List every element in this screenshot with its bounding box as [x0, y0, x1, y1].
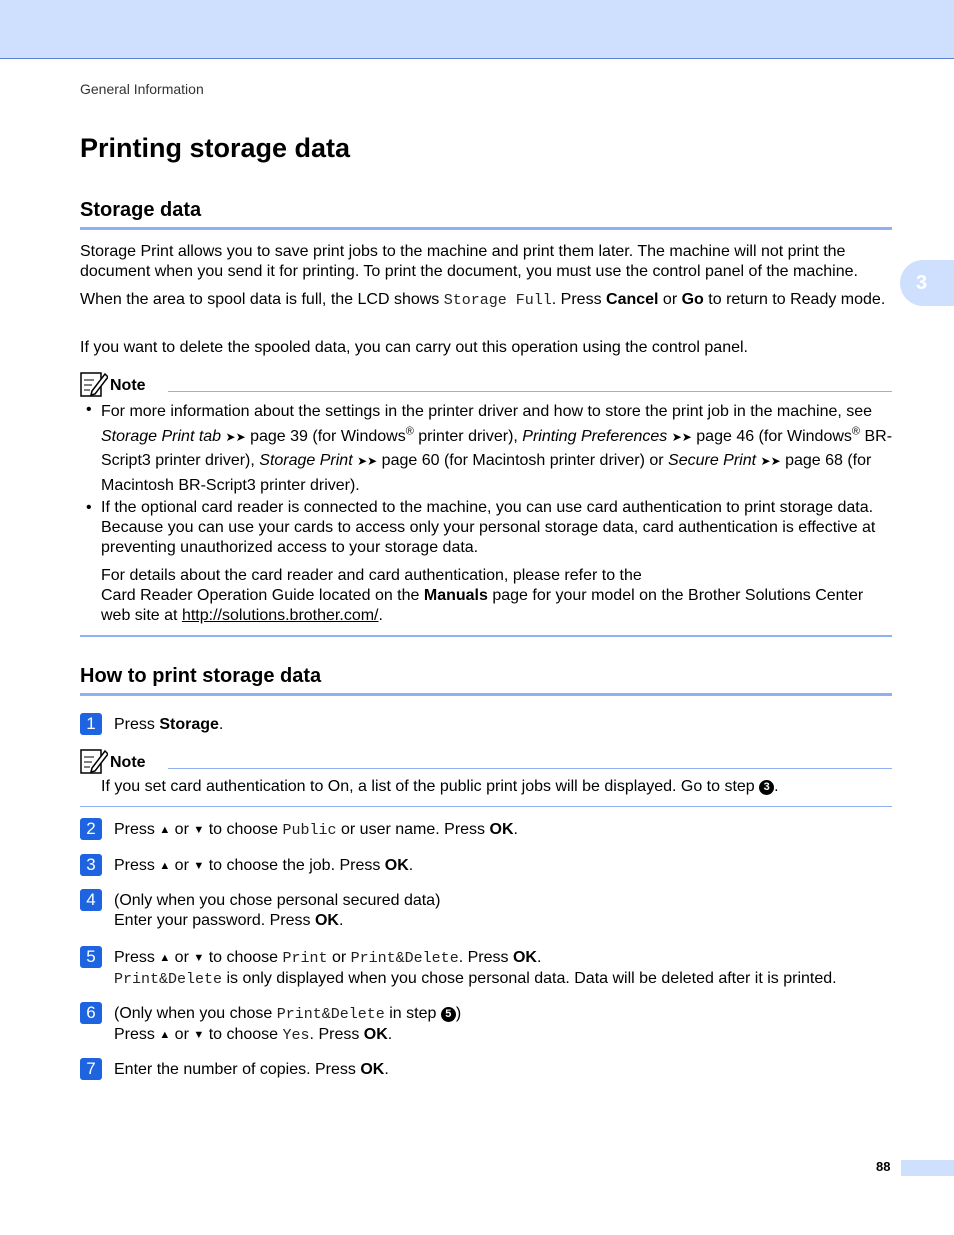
- note-rule: [168, 768, 892, 769]
- lcd-message: Storage Full: [443, 292, 552, 309]
- note-end-rule: [80, 806, 892, 807]
- down-arrow-icon: ▼: [193, 860, 205, 872]
- double-arrow-icon: ➤➤: [760, 454, 781, 468]
- paragraph-delete: If you want to delete the spooled data, you can carry out this operation using the control panel.: [80, 339, 748, 356]
- up-arrow-icon: ▲: [159, 824, 171, 836]
- step-number-4: 4: [80, 889, 102, 911]
- paragraph-spool-full: When the area to spool data is full, the LCD shows Storage Full. Press Cancel or Go to return to Ready mode.: [80, 291, 886, 309]
- down-arrow-icon: ▼: [193, 952, 205, 964]
- cancel-key: Cancel: [606, 291, 659, 308]
- header-band: [0, 0, 954, 59]
- step-1-text: Press Storage.: [114, 716, 224, 733]
- step-7-text: Enter the number of copies. Press OK.: [114, 1061, 389, 1078]
- page-title: Printing storage data: [80, 133, 351, 163]
- step-number-5: 5: [80, 946, 102, 968]
- page-number-bar: [901, 1160, 954, 1176]
- down-arrow-icon: ▼: [193, 824, 205, 836]
- note-end-rule: [80, 635, 892, 637]
- note-rule: [168, 391, 892, 392]
- note-header: [80, 370, 892, 398]
- step-number-2: 2: [80, 818, 102, 840]
- note-bullet-driver-settings: For more information about the settings in the printer driver and how to store the print job in the machine, see Storage Print tab ➤➤ page 39 (for Windows® printer driver), Printing Preferences ➤➤ page 46 (for Windows® BR-Script3 printer driver), Storage Print ➤➤ page 60 (for Macintosh printer driver) or Secure Print ➤➤ page 68 (for Macintosh BR-Script3 printer driver).: [101, 403, 893, 494]
- note-card-reader-details: For details about the card reader and card authentication, please refer to the Card Reader Operation Guide located on the Manuals page for your model on the Brother Solutions Center web site at http://solutions.brother.com/.: [101, 567, 864, 624]
- section-heading-how-to-print: How to print storage data: [80, 665, 892, 696]
- paragraph-intro: Storage Print allows you to save print jobs to the machine and print them later. The machine will not print the document when you send it for printing. To print the document, you must use the control panel of the machine.: [80, 243, 858, 280]
- note-bullet-card-reader: If the optional card reader is connected to the machine, you can use card authentication to print storage data. Because you can use your cards to access only your personal storage data, card authentication is effective at preventing unauthorized access to your storage data.: [101, 499, 876, 556]
- brother-solutions-link[interactable]: http://solutions.brother.com/: [181, 607, 379, 624]
- up-arrow-icon: ▲: [159, 860, 171, 872]
- note-label: Note: [110, 754, 146, 771]
- note-pencil-icon: [80, 747, 108, 775]
- double-arrow-icon: ➤➤: [671, 429, 692, 444]
- double-arrow-icon: ➤➤: [225, 429, 246, 444]
- step-4-text: (Only when you chose personal secured data) Enter your password. Press OK.: [114, 892, 441, 929]
- step-ref-3: 3: [759, 780, 774, 795]
- step-number-3: 3: [80, 854, 102, 876]
- down-arrow-icon: ▼: [193, 1029, 205, 1041]
- section-heading-storage-data: Storage data: [80, 199, 892, 230]
- bullet-marker: •: [86, 401, 92, 418]
- note-card-authentication: If you set card authentication to On, a list of the public print jobs will be displayed. Go to step 3 .: [101, 778, 779, 795]
- go-key: Go: [681, 291, 704, 308]
- step-5-text: Press ▲ or ▼ to choose Print or Print&Delete. Press OK. Print&Delete is only displayed when you chose personal data. Data will be deleted after it is printed.: [114, 949, 837, 988]
- breadcrumb: General Information: [80, 81, 204, 97]
- up-arrow-icon: ▲: [159, 1029, 171, 1041]
- step-number-7: 7: [80, 1058, 102, 1080]
- note-label: Note: [110, 377, 146, 394]
- step-number-1: 1: [80, 713, 102, 735]
- note-header: [80, 747, 892, 775]
- bullet-marker: •: [86, 499, 92, 516]
- chapter-tab: 3: [900, 260, 954, 306]
- note-pencil-icon: [80, 370, 108, 398]
- step-ref-5: 5: [441, 1007, 456, 1022]
- step-number-6: 6: [80, 1002, 102, 1024]
- page-number: 88: [876, 1159, 891, 1174]
- step-6-text: (Only when you chose Print&Delete in step 5 ) Press ▲ or ▼ to choose Yes. Press OK.: [114, 1005, 462, 1044]
- step-3-text: Press ▲ or ▼ to choose the job. Press OK.: [114, 857, 414, 874]
- up-arrow-icon: ▲: [159, 952, 171, 964]
- step-2-text: Press ▲ or ▼ to choose Public or user name. Press OK.: [114, 821, 518, 839]
- double-arrow-icon: ➤➤: [357, 454, 378, 468]
